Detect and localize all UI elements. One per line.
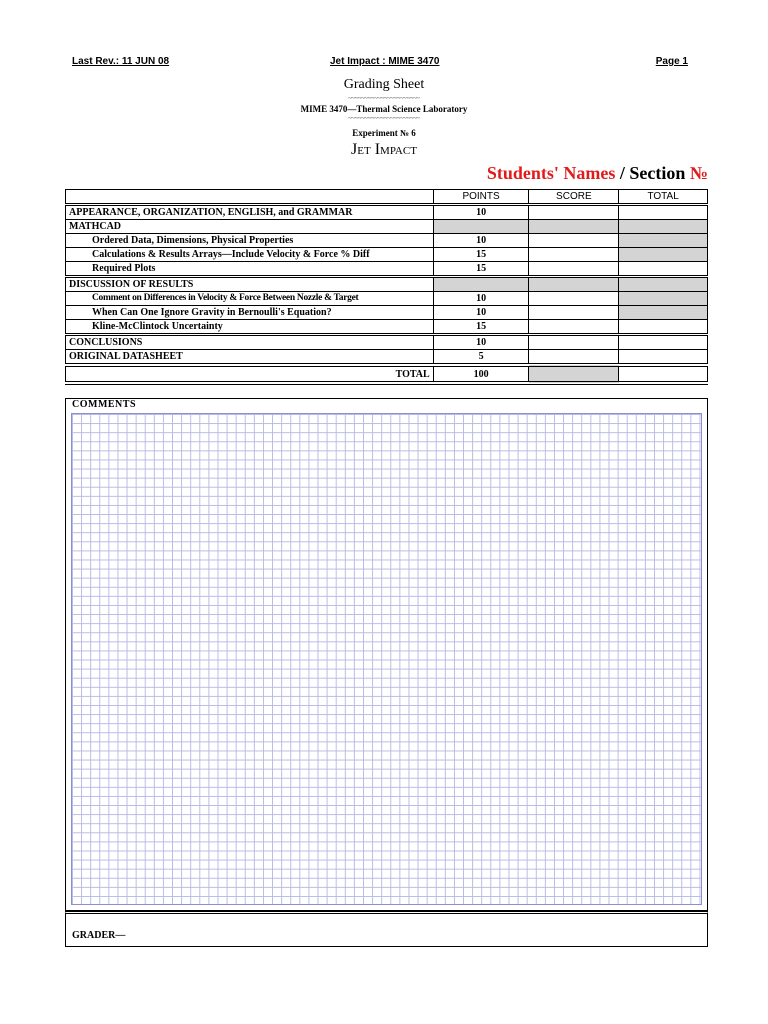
row-points <box>433 277 529 292</box>
header-blank <box>66 190 434 205</box>
header-points: POINTS <box>433 190 529 205</box>
row-points: 10 <box>433 306 529 320</box>
row-points: 15 <box>433 248 529 262</box>
course-name: MIME 3470—Thermal Science Laboratory <box>300 104 468 114</box>
table-row <box>66 262 708 277</box>
section-number-sign: № <box>689 163 708 183</box>
row-points <box>433 220 529 234</box>
table-row <box>66 248 708 262</box>
table-row <box>66 335 708 350</box>
row-label: Calculations & Results Arrays—Include Velocity & Force % Diff <box>66 248 434 262</box>
row-label: Kline-McClintock Uncertainty <box>66 320 434 335</box>
score-cell[interactable] <box>529 320 619 335</box>
doc-header-title: Jet Impact : MIME 3470 <box>330 56 440 67</box>
page-title: Grading Sheet <box>343 77 425 92</box>
comments-grid[interactable] <box>71 413 702 905</box>
table-row <box>66 205 708 220</box>
row-points: 10 <box>433 335 529 350</box>
score-cell <box>529 220 619 234</box>
row-label: ORIGINAL DATASHEET <box>66 350 434 366</box>
table-row <box>66 234 708 248</box>
total-cell <box>619 220 708 234</box>
table-row <box>66 320 708 335</box>
total-cell <box>619 234 708 248</box>
grader-box[interactable] <box>65 910 708 947</box>
total-cell <box>619 277 708 292</box>
total-cell[interactable] <box>619 205 708 220</box>
row-points: 5 <box>433 350 529 366</box>
total-cell[interactable] <box>619 350 708 366</box>
row-label: MATHCAD <box>66 220 434 234</box>
table-row <box>66 292 708 306</box>
row-label: DISCUSSION OF RESULTS <box>66 277 434 292</box>
title-rule: ~~~~~~~~~~~~~~~~~~~~~~ <box>348 96 420 102</box>
row-label: Required Plots <box>66 262 434 277</box>
header-total: TOTAL <box>619 190 708 205</box>
score-cell[interactable] <box>529 262 619 277</box>
row-points: 15 <box>433 262 529 277</box>
score-cell[interactable] <box>529 335 619 350</box>
row-points: 10 <box>433 205 529 220</box>
score-cell[interactable] <box>529 234 619 248</box>
students-names-label: Students' Names <box>486 163 616 183</box>
students-section-line <box>487 163 708 184</box>
total-cell <box>619 248 708 262</box>
experiment-number: Experiment № 6 <box>352 128 416 138</box>
score-cell[interactable] <box>529 292 619 306</box>
score-cell[interactable] <box>529 248 619 262</box>
row-label: APPEARANCE, ORGANIZATION, ENGLISH, and GRAMMAR <box>66 205 434 220</box>
page-number: Page 1 <box>655 56 688 67</box>
total-row <box>66 365 708 383</box>
grading-table <box>65 189 708 385</box>
total-score-cell <box>529 365 619 383</box>
total-points: 100 <box>433 365 529 383</box>
last-revision: Last Rev.: 11 JUN 08 <box>72 56 170 67</box>
table-row <box>66 220 708 234</box>
total-cell <box>619 292 708 306</box>
row-label: When Can One Ignore Gravity in Bernoulli's Equation? <box>66 306 434 320</box>
total-label: TOTAL <box>66 365 434 383</box>
section-label: / Section <box>615 163 690 183</box>
comments-box[interactable] <box>65 398 708 912</box>
total-cell <box>619 306 708 320</box>
experiment-name: Jet Impact <box>351 141 417 158</box>
table-row <box>66 306 708 320</box>
total-cell[interactable] <box>619 262 708 277</box>
table-row <box>66 350 708 366</box>
table-header-row <box>66 190 708 205</box>
row-points: 15 <box>433 320 529 335</box>
score-cell[interactable] <box>529 306 619 320</box>
total-cell[interactable] <box>619 335 708 350</box>
grand-total-cell[interactable] <box>619 365 708 383</box>
row-label: Comment on Differences in Velocity & Force Between Nozzle & Target <box>66 292 434 306</box>
grader-label: GRADER— <box>72 930 126 941</box>
row-points: 10 <box>433 292 529 306</box>
score-cell[interactable] <box>529 350 619 366</box>
row-label: CONCLUSIONS <box>66 335 434 350</box>
score-cell <box>529 277 619 292</box>
score-cell[interactable] <box>529 205 619 220</box>
course-rule: ~~~~~~~~~~~~~~~~~~~~~~ <box>348 116 420 122</box>
row-label: Ordered Data, Dimensions, Physical Properties <box>66 234 434 248</box>
row-points: 10 <box>433 234 529 248</box>
table-row <box>66 277 708 292</box>
total-cell[interactable] <box>619 320 708 335</box>
comments-label: COMMENTS <box>72 399 136 410</box>
header-score: SCORE <box>529 190 619 205</box>
